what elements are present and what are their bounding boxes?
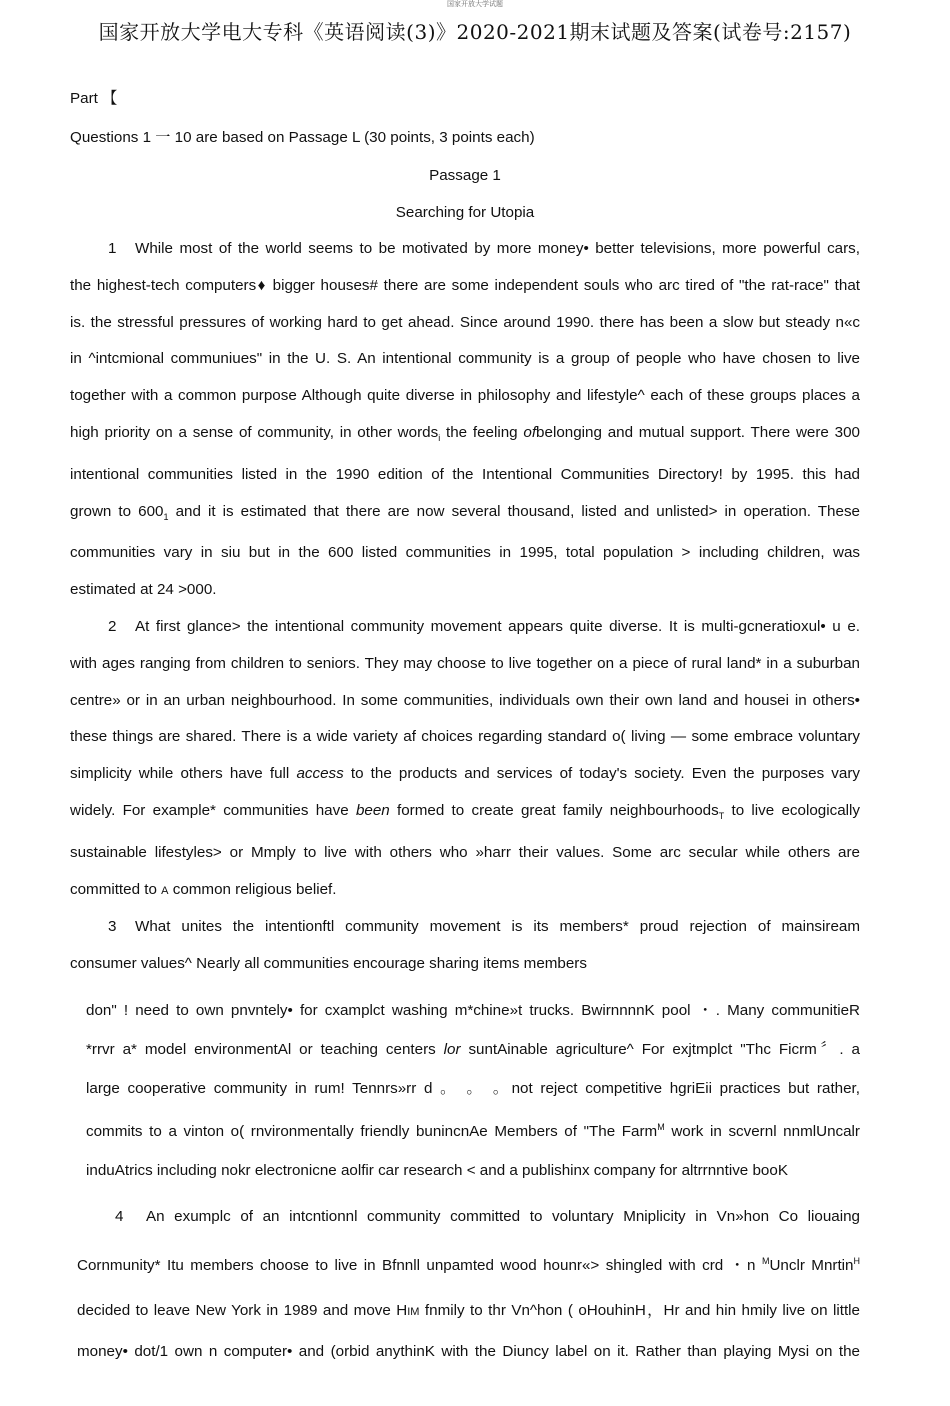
paragraph-number: 4 <box>115 1208 124 1226</box>
superscript-text: H <box>853 1256 861 1267</box>
paragraph-line: is. the stressful pressures of working hard to get ahead. Since around 1990. there has been a slow but steady n«c <box>70 313 860 331</box>
paragraph-text: *rrvr a* model environmentAl or teaching centers <box>86 1041 444 1059</box>
emphasis-text: lor <box>443 1041 461 1059</box>
paragraph-text: grown to 600 <box>70 502 164 520</box>
paragraph-number: 2 <box>108 618 117 636</box>
paragraph-text: Cornmunity* Itu members choose to live in Bfnnll unpamted wood hounr«> shingled with crd ・n <box>77 1257 762 1275</box>
subscript-text: T <box>718 811 725 822</box>
emphasis-text: of <box>523 423 537 441</box>
part-label: Part 【 <box>70 90 118 107</box>
small-text: IM <box>407 1306 420 1319</box>
paragraph-2 <box>70 609 860 909</box>
paragraph-text: to the products and services of today's society. Even the purposes vary <box>343 765 860 783</box>
paragraph-4 <box>77 1194 860 1368</box>
questions-intro: Questions 1 一 10 are based on Passage L (30 points, 3 points each) <box>70 129 535 146</box>
emphasis-text: access <box>296 765 344 783</box>
document-body <box>70 80 860 1368</box>
paragraph-line: centre» or in an urban neighbourhood. In some communities, individuals own their own land and housei in others• <box>70 691 860 709</box>
paragraph-text: At first glance> the intentional community movement appears quite diverse. It is multi-gcneratioxul• u e. <box>135 618 860 636</box>
paragraph-text: high priority on a sense of community, in other words <box>70 423 439 441</box>
paragraph-line: induAtrics including nokr electronicne aolfir car research < and a publishinx company for altrrnntive booK <box>86 1162 788 1180</box>
paragraph-text: common religious belief. <box>168 880 337 898</box>
passage-title: Searching for Utopia <box>395 204 535 221</box>
paragraph-text: commits to a vinton o( rnvironmentally friendly bunincnAe Members of "The Farm <box>86 1123 658 1141</box>
paragraph-text: work in scvernl nnmlUncalr <box>664 1123 860 1141</box>
paragraph-1: 1 While most of the world seems to be motivated by more money• better televisions, more powerful cars, the highest-tech computers♦ bigger houses# there are some independent souls who arc tired of "the rat-race" that is. the stressful pressures of working hard to get ahead. Since around 1990. there has been a slow but steady n«c in ^intcmional communiues" in the U. S. An intentional community is a group of people who have chosen to live together with a common purpose Although quite diverse in philosophy and lifestyle^ each of these groups places a high priority on a sense of community, in other words$_i$ the feeling ofbelonging and mutual support. There were 300 intentional communities listed in the 1990 edition of the Intentional Communities Directory! by 1995. this had grown to $600_1$ and it is estimated that there are now several thousand, listed and unlisted> in operation. These communities vary in siu but in the 600 listed communities in 1995, total population > including children, was estimated at 24 >000. <box>70 231 860 609</box>
paragraph-line: together with a common purpose Although quite diverse in philosophy and lifestyle^ each of these groups places a <box>70 387 860 405</box>
paragraph-3 <box>70 909 860 1190</box>
paragraph-line: estimated at 24 >000. <box>70 581 217 599</box>
superscript-text: M <box>761 1256 770 1267</box>
paragraph-number: 3 <box>108 918 117 936</box>
paragraph-text: widely. For example* communities have <box>70 802 356 820</box>
paragraph-text: What unites the intentionftl community movement is its members* proud rejection of mainsiream <box>135 918 860 936</box>
paragraph-line: these things are shared. There is a wide variety af choices regarding standard o( living — some embrace voluntary <box>70 728 860 746</box>
paragraph-line: the highest-tech computers♦ bigger houses# there are some independent souls who arc tired of "the rat-race" that <box>70 276 860 294</box>
paragraph-text: formed to create great family neighbourhoods <box>389 802 719 820</box>
paragraph-text: committed to <box>70 880 162 898</box>
emphasis-text: been <box>355 802 390 820</box>
paragraph-text: belonging and mutual support. There were 300 <box>536 423 860 441</box>
paragraph-line: in ^intcmional communiues" in the U. S. An intentional community is a group of people who have chosen to live <box>70 350 860 368</box>
paragraph-line: While most of the world seems to be motivated by more money• better televisions, more powerful cars, <box>135 240 860 257</box>
paragraph-text: the feeling <box>445 423 524 441</box>
paragraph-text: decided to leave New York in 1989 and move H <box>77 1302 408 1320</box>
paragraph-text: Unclr Mnrtin <box>769 1257 854 1275</box>
paragraph-line: consumer values^ Nearly all communities encourage sharing items members <box>70 955 587 973</box>
small-text: A <box>161 884 169 897</box>
paragraph-number: 1 <box>108 240 117 257</box>
document-title: 国家开放大学电大专科《英语阅读(3)》2020-2021期末试题及答案(试卷号:2157) <box>98 20 852 44</box>
paragraph-text: suntAinable agriculture^ For exjtmplct "Thc Ficrm〞. a <box>460 1041 860 1059</box>
paragraph-line: with ages ranging from children to seniors. They may choose to live together on a piece of rural land* in a suburban <box>70 654 860 672</box>
paragraph-text: An exumplc of an intcntionnl community committed to voluntary Mniplicity in Vn»hon Co liouaing <box>146 1208 860 1226</box>
paragraph-text: simplicity while others have full <box>70 765 297 783</box>
passage-label: Passage 1 <box>429 167 501 184</box>
paragraph-line: large cooperative community in rum! Tennrs»rr d 。 。 。not reject competitive hgriEii practices but rather, <box>86 1080 860 1098</box>
paragraph-line: communities vary in siu but in the 600 listed communities in 1995, total population > including children, was <box>70 544 860 562</box>
paragraph-text: to live ecologically <box>724 802 860 820</box>
superscript-text: M <box>657 1122 665 1133</box>
header-caption: 国家开放大学试题 <box>447 0 503 8</box>
paragraph-line: intentional communities listed in the 1990 edition of the Intentional Communities Directory! by 1995. this had <box>70 465 860 483</box>
paragraph-text: and it is estimated that there are now several thousand, listed and unlisted> in operation. These <box>175 502 860 520</box>
paragraph-text: fnmily to thr Vn^hon ( oHouhinH，Hr and hin hmily live on little <box>419 1302 860 1320</box>
paragraph-line: money• dot/1 own n computer• and (orbid anythinK with the Diuncy label on it. Rather than playing Mysi on the <box>77 1343 860 1361</box>
paragraph-line: don" ! need to own pnvntely• for cxamplct washing m*chine»t trucks. BwirnnnnK pool ・. Many communitieR <box>86 1002 860 1020</box>
paragraph-line: sustainable lifestyles> or Mmply to live with others who »harr their values. Some arc secular while others are <box>70 843 860 861</box>
